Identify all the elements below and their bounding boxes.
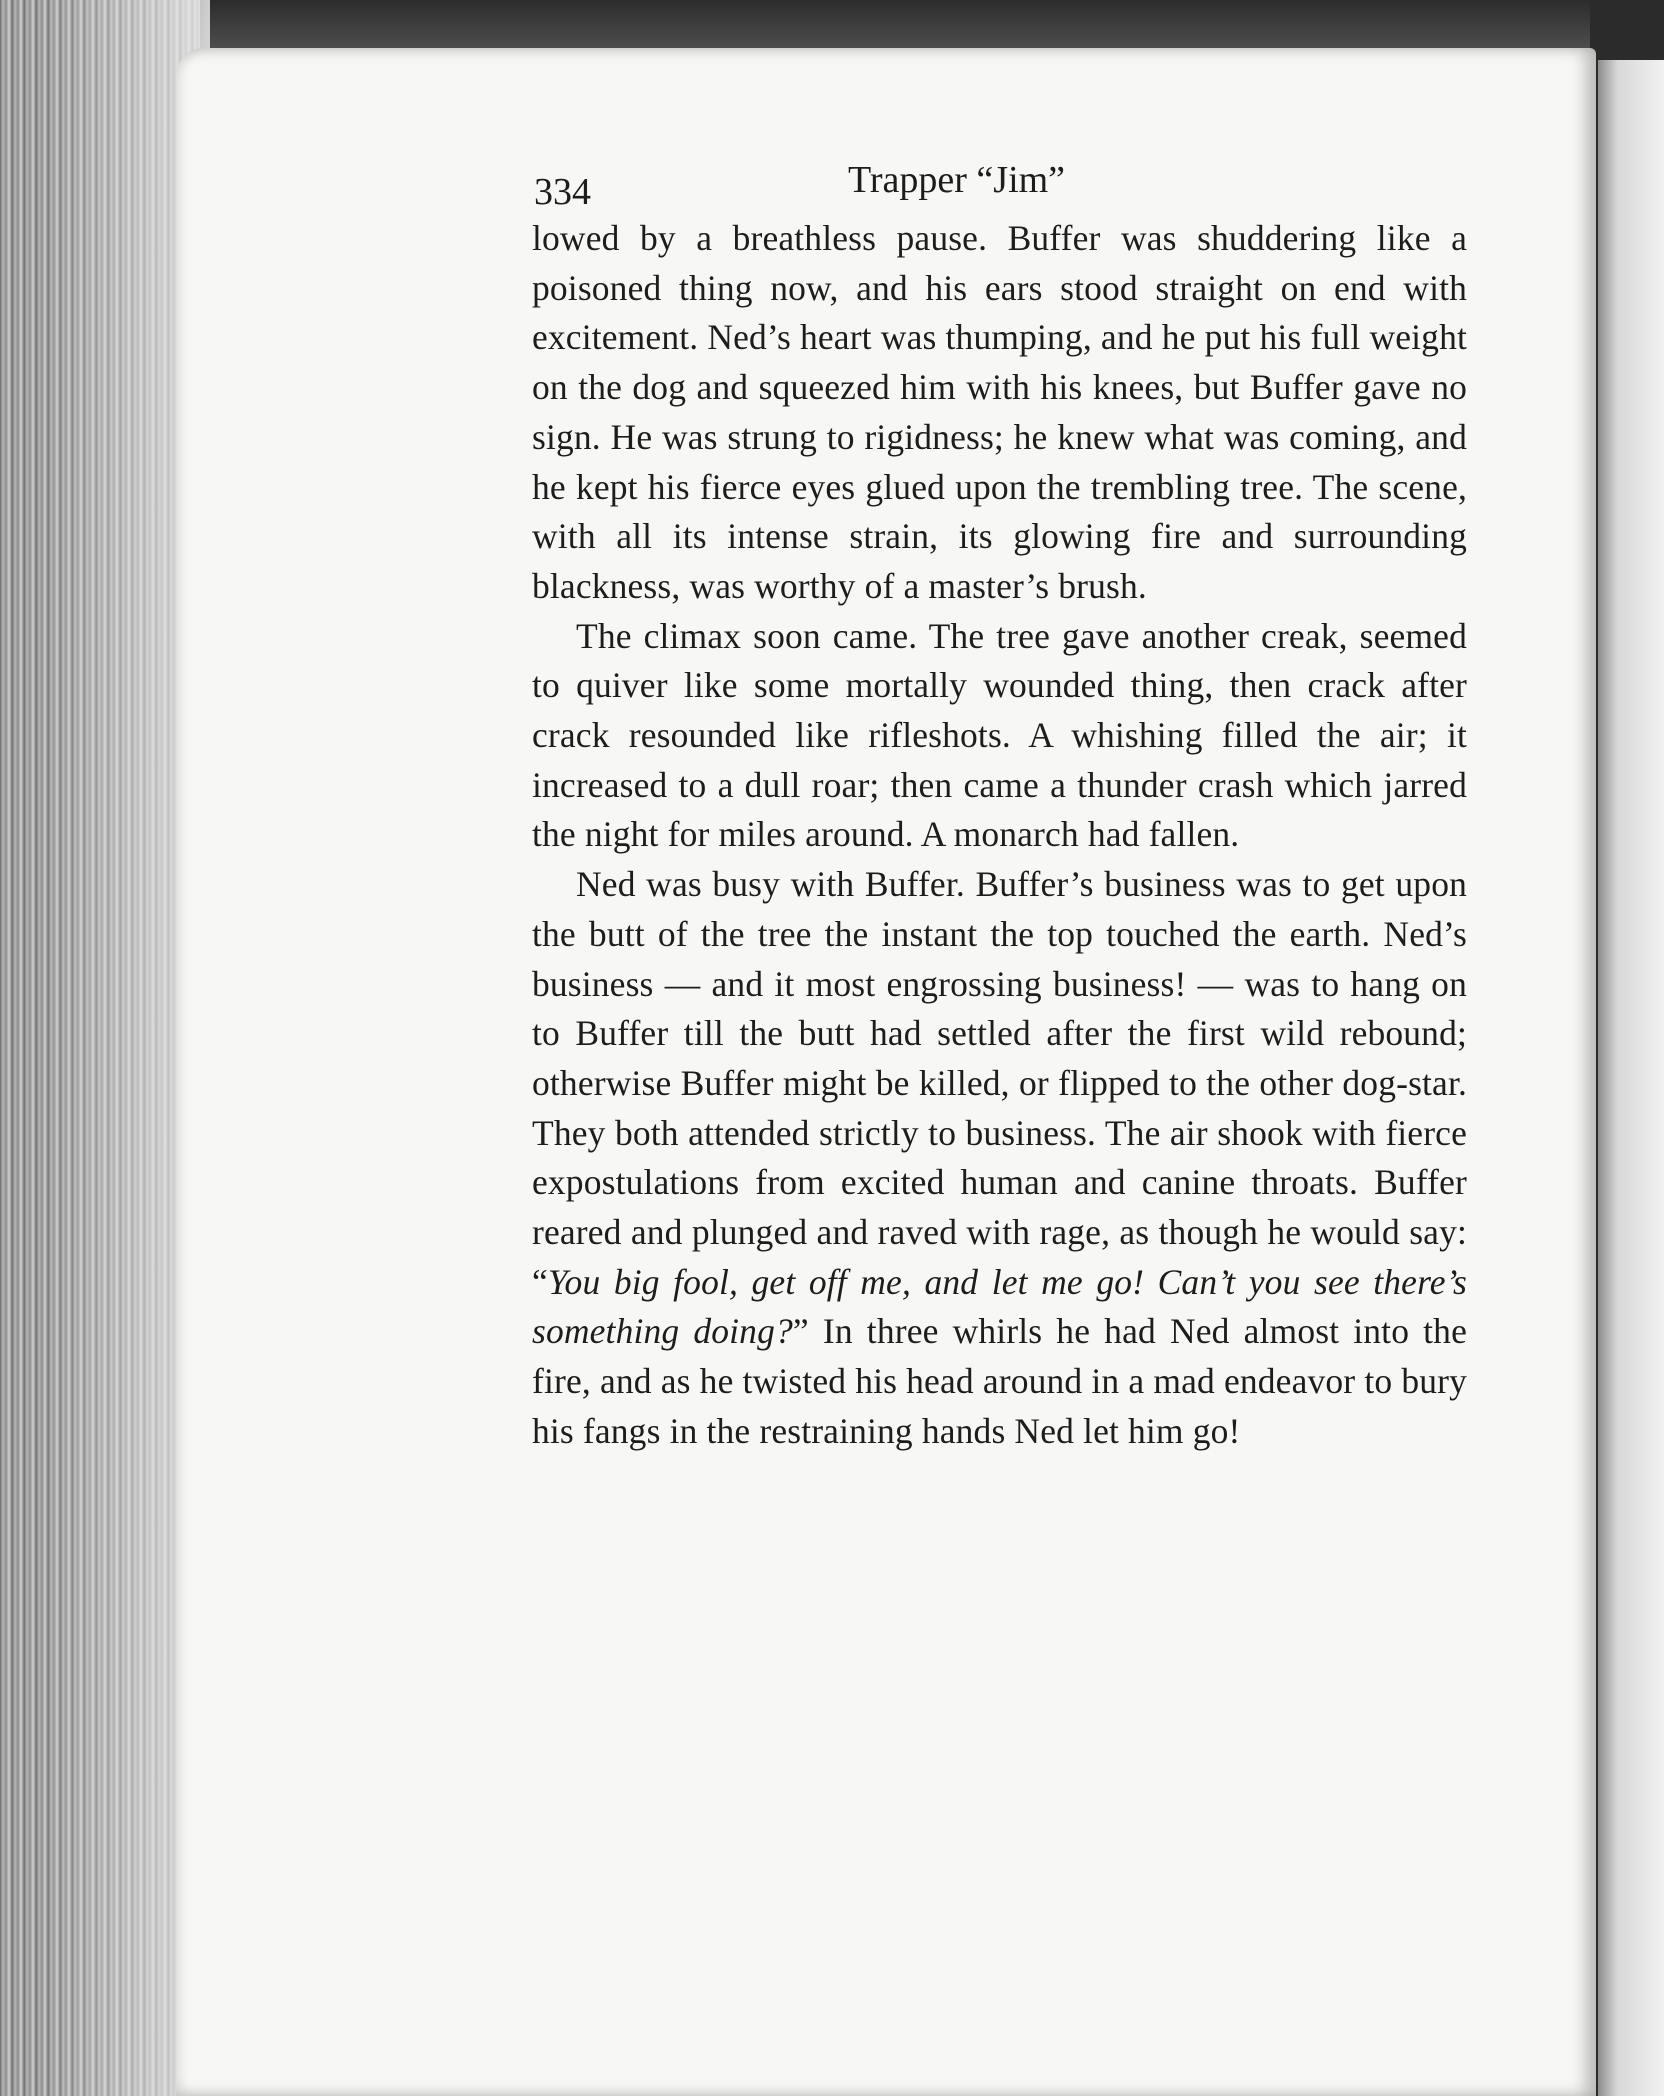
paragraph-3-text-after: ” In three whirls he had Ned almost into the fire, and as he twisted his head around in a mad endeavor to bury his fangs in the restraining hands Ned let him go!: [532, 1311, 1467, 1451]
body-text: [532, 214, 1467, 1457]
paragraph-1: lowed by a breathless pause. Buffer was shuddering like a poisoned thing now, and his ears stood straight on end with excitement. Ned’s heart was thumping, and he put his full weight on the dog and squeezed him with his knees, but Buffer gave no sign. He was strung to rigidness; he knew what was coming, and he kept his fierce eyes glued upon the trembling tree. The scene, with all its intense strain, its glowing fire and surrounding blackness, was worthy of a master’s brush.: [532, 218, 1467, 606]
facing-page-edge: [1598, 60, 1664, 2096]
running-head: Trapper “Jim”: [848, 159, 1066, 201]
paragraph-3: [532, 860, 1467, 1456]
paragraph-3-italic-quote: You big fool, get off me, and let me go! Can’t you see there’s something doing?: [532, 1261, 1467, 1352]
page-text-block: [532, 158, 1467, 1457]
page-header: [532, 158, 1467, 218]
page-number: 334: [534, 171, 591, 213]
paragraph-3-text-before: Ned was busy with Buffer. Buffer’s business was to get upon the butt of the tree the instant the top touched the earth. Ned’s business — and it most engrossing business! — was to hang on to Buffer till the butt had settled after the first wild rebound; otherwise Buffer might be killed, or flipped to the other dog-star. They both attended strictly to business. The air shook with fierce expostulations from excited human and canine throats. Buffer reared and plunged and raved with rage, as though he would say: “: [532, 864, 1467, 1302]
paragraph-2: The climax soon came. The tree gave another creak, seemed to quiver like some mortally wounded thing, then crack after crack resounded like rifleshots. A whishing filled the air; it increased to a dull roar; then came a thunder crash which jarred the night for miles around. A monarch had fallen.: [532, 615, 1467, 855]
